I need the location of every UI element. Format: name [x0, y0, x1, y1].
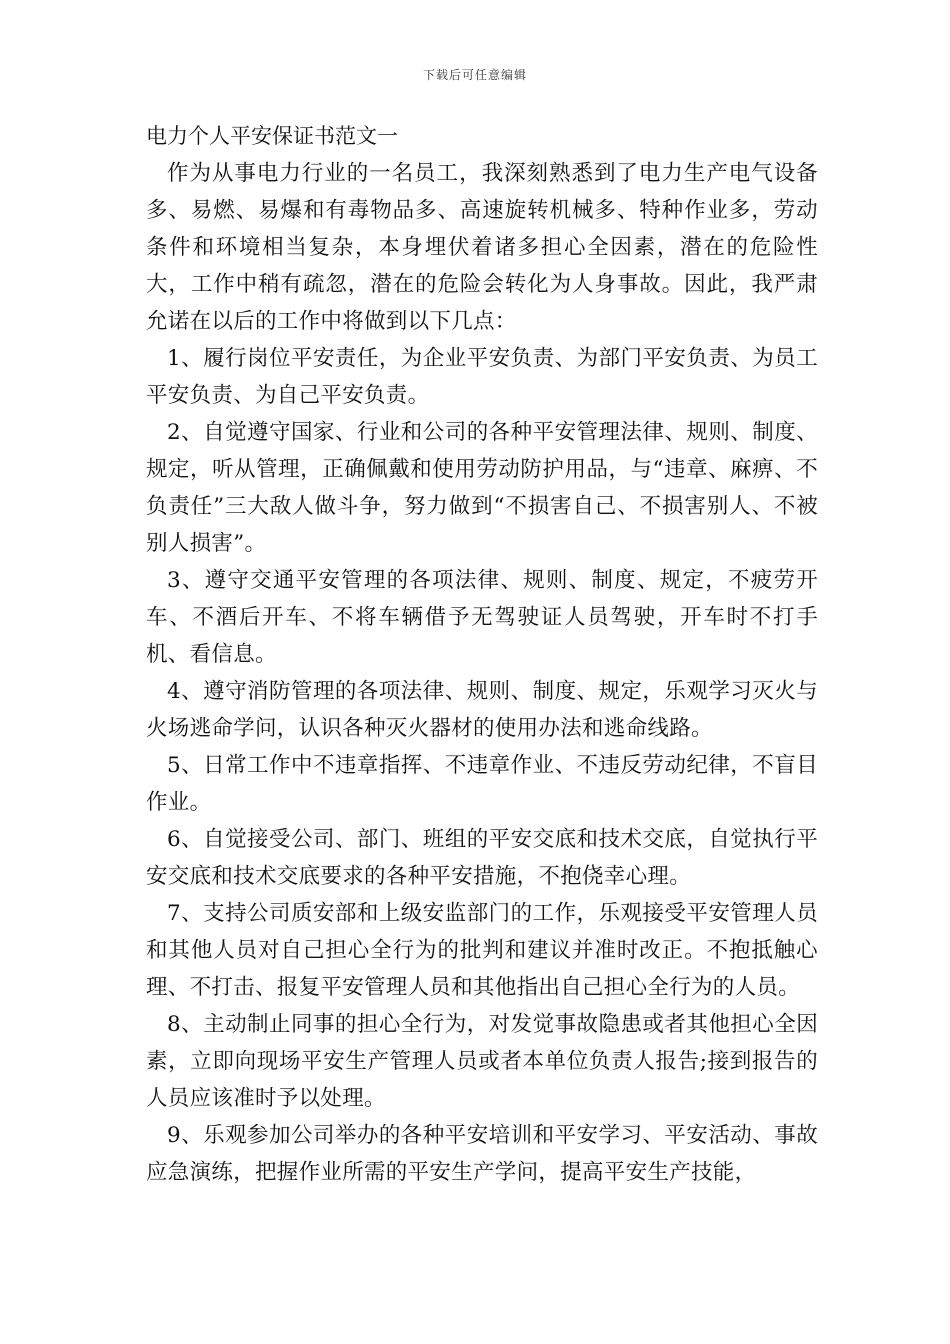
pledge-item-7: 7、支持公司质安部和上级安监部门的工作，乐观接受平安管理人员和其他人员对自己担心全行为的批判和建议并准时改正。不抱抵触心理、不打击、报复平安管理人员和其他指出自己担心全行为的人员。	[146, 901, 818, 1000]
pledge-item-1: 1、履行岗位平安责任，为企业平安负责、为部门平安负责、为员工平安负责、为自己平安负责。	[146, 346, 818, 408]
intro-paragraph: 作为从事电力行业的一名员工，我深刻熟悉到了电力生产电气设备多、易燃、易爆和有毒物品多、高速旋转机械多、特种作业多，劳动条件和环境相当复杂，本身埋伏着诸多担心全因素，潜在的危险性大，工作中稍有疏忽，潜在的危险会转化为人身事故。因此，我严肃允诺在以后的工作中将做到以下几点：	[146, 161, 818, 334]
document-body	[146, 118, 818, 1191]
document-title: 电力个人平安保证书范文一	[146, 124, 398, 148]
pledge-item-9: 9、乐观参加公司举办的各种平安培训和平安学习、平安活动、事故应急演练，把握作业所需的平安生产学问，提高平安生产技能，	[146, 1123, 818, 1185]
page-header-note: 下载后可任意编辑	[422, 68, 527, 82]
pledge-item-5: 5、日常工作中不违章指挥、不违章作业、不违反劳动纪律，不盲目作业。	[146, 753, 818, 815]
pledge-item-4: 4、遵守消防管理的各项法律、规则、制度、规定，乐观学习灭火与火场逃命学问，认识各种灭火器材的使用办法和逃命线路。	[146, 679, 818, 741]
pledge-item-8: 8、主动制止同事的担心全行为，对发觉事故隐患或者其他担心全因素，立即向现场平安生产管理人员或者本单位负责人报告;接到报告的人员应该准时予以处理。	[146, 1012, 818, 1111]
pledge-item-6: 6、自觉接受公司、部门、班组的平安交底和技术交底，自觉执行平安交底和技术交底要求的各种平安措施，不抱侥幸心理。	[146, 827, 818, 889]
pledge-item-3: 3、遵守交通平安管理的各项法律、规则、制度、规定，不疲劳开车、不酒后开车、不将车辆借予无驾驶证人员驾驶，开车时不打手机、看信息。	[146, 568, 818, 667]
pledge-item-2: 2、自觉遵守国家、行业和公司的各种平安管理法律、规则、制度、规定，听从管理，正确佩戴和使用劳动防护用品，与“违章、麻痹、不负责任”三大敌人做斗争，努力做到“不损害自己、不损害别人、不被别人损害”。	[146, 420, 818, 556]
